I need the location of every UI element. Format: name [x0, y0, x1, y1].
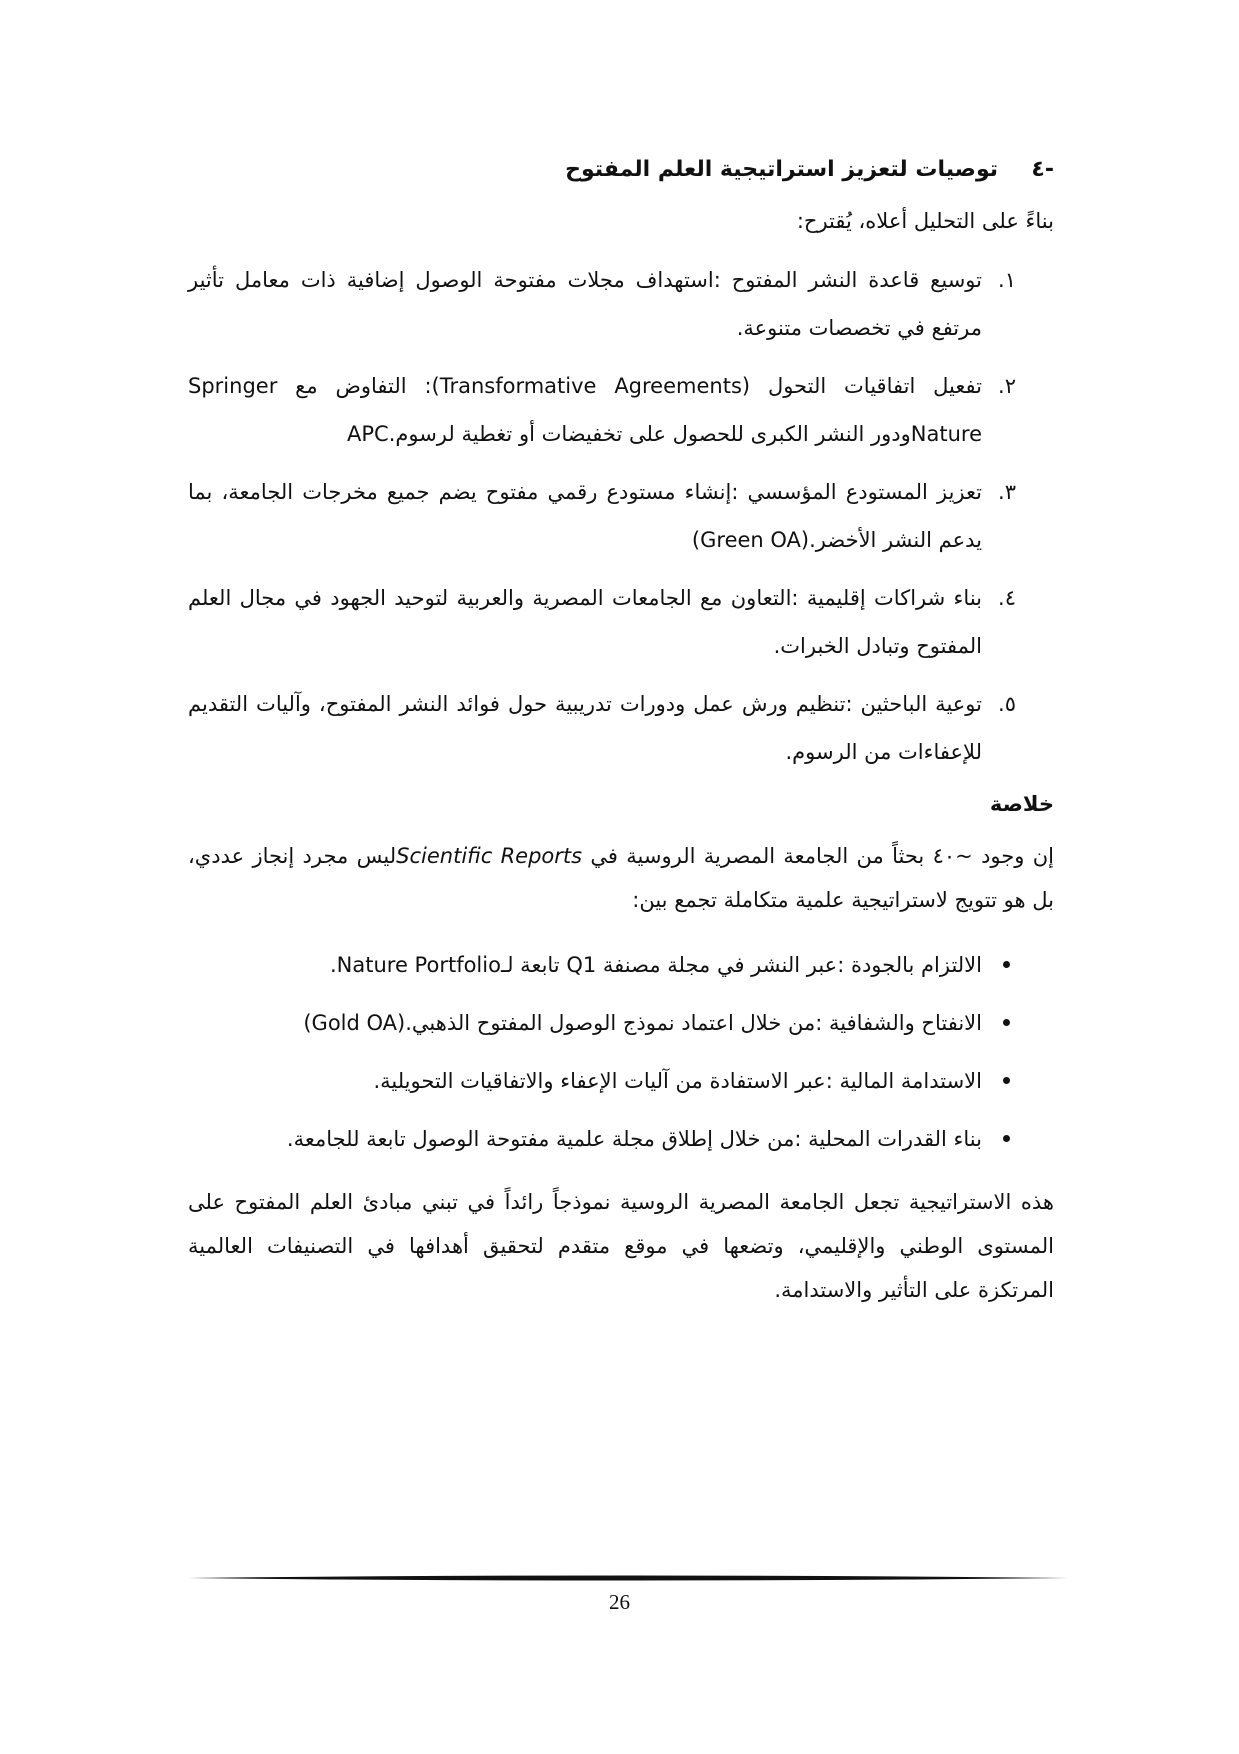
closing-paragraph: هذه الاستراتيجية تجعل الجامعة المصرية الروسية نموذجاً رائداً في تبني مبادئ العلم المفتوح على المستوى الوطني والإقليمي، وتضعها في موقع متقدم لتحقيق أهدافها في التصنيفات العالمية المرتكزة على التأثير والاستدامة.: [188, 1190, 1054, 1302]
conclusion-bullet-list: [188, 936, 1054, 1168]
conclusion-heading: خلاصة: [989, 792, 1054, 816]
bullet-dot-icon: [1003, 961, 1010, 968]
recommendation-item: [188, 574, 1054, 670]
bullet-dot-icon: [1003, 1077, 1010, 1084]
recommendations-list: [188, 256, 1054, 776]
section-heading: [188, 152, 1054, 188]
recommendation-text: بناء شراكات إقليمية :التعاون مع الجامعات المصرية والعربية لتوحيد الجهود في مجال العلم المفتوح وتبادل الخبرات.: [188, 586, 982, 658]
bullet-text: بناء القدرات المحلية :من خلال إطلاق مجلة علمية مفتوحة الوصول تابعة للجامعة.: [286, 1127, 982, 1151]
recommendation-item: [188, 362, 1054, 458]
conclusion-text-before: إن وجود ~٤٠ بحثاً من الجامعة المصرية الروسية في: [582, 844, 1054, 868]
list-marker: ٥.: [998, 692, 1016, 716]
recommendation-item: [188, 256, 1054, 352]
recommendation-text: تعزيز المستودع المؤسسي :إنشاء مستودع رقمي مفتوح يضم جميع مخرجات الجامعة، بما يدعم النشر الأخضر.(Green OA): [188, 480, 982, 552]
conclusion-paragraph: [188, 834, 1054, 922]
section-intro: بناءً على التحليل أعلاه، يُقترح:: [796, 209, 1054, 233]
recommendation-text: تفعيل اتفاقيات التحول (Transformative Agreements): التفاوض مع Springer Natureودور النشر الكبرى للحصول على تخفيضات أو تغطية لرسوم.APC: [188, 374, 982, 446]
conclusion-text-after: ليس مجرد إنجاز عددي، بل هو تتويج لاستراتيجية علمية متكاملة تجمع بين:: [188, 844, 1054, 912]
bullet-dot-icon: [1003, 1135, 1010, 1142]
section-number: -٤: [1031, 157, 1054, 182]
bullet-item: [188, 1052, 1054, 1110]
bullet-text: الاستدامة المالية :عبر الاستفادة من آليات الإعفاء والاتفاقيات التحويلية.: [373, 1069, 982, 1093]
page-content: [188, 152, 1054, 1326]
recommendation-item: [188, 680, 1054, 776]
bullet-item: [188, 936, 1054, 994]
bullet-text: الانفتاح والشفافية :من خلال اعتماد نموذج الوصول المفتوح الذهبي.(Gold OA): [303, 1011, 982, 1035]
bullet-dot-icon: [1003, 1019, 1010, 1026]
bullet-item: [188, 1110, 1054, 1168]
list-marker: ٣.: [998, 480, 1016, 504]
recommendation-item: [188, 468, 1054, 564]
list-marker: ٢.: [998, 374, 1016, 398]
journal-name: Scientific Reports: [396, 844, 583, 868]
list-marker: ١.: [998, 268, 1016, 292]
recommendation-text: توعية الباحثين :تنظيم ورش عمل ودورات تدريبية حول فوائد النشر المفتوح، وآليات التقديم للإعفاءات من الرسوم.: [188, 692, 982, 764]
recommendation-text: توسيع قاعدة النشر المفتوح :استهداف مجلات مفتوحة الوصول إضافية ذات معامل تأثير مرتفع في تخصصات متنوعة.: [188, 268, 982, 340]
page-number: 26: [609, 1590, 630, 1614]
footer-divider: [188, 1574, 1068, 1582]
list-marker: ٤.: [998, 586, 1016, 610]
section-title: توصيات لتعزيز استراتيجية العلم المفتوح: [565, 157, 998, 182]
bullet-item: [188, 994, 1054, 1052]
bullet-text: الالتزام بالجودة :عبر النشر في مجلة مصنفة Q1 تابعة لـNature Portfolio.: [329, 953, 982, 977]
